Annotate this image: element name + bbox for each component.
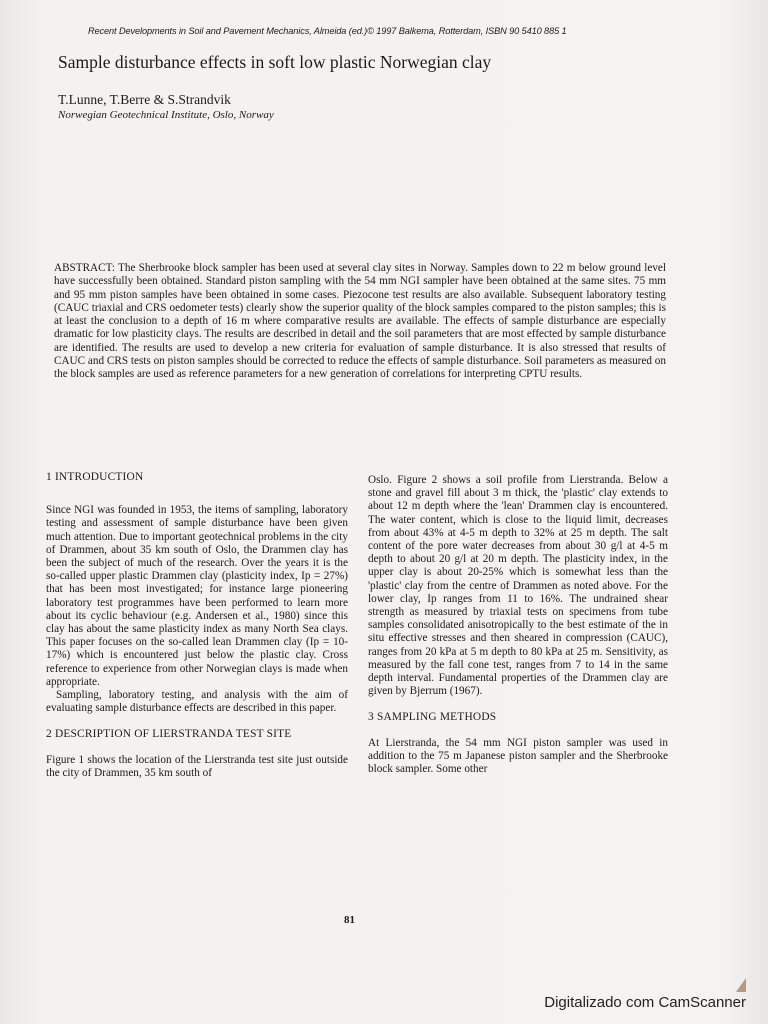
sampling-paragraph-1: At Lierstranda, the 54 mm NGI piston sampler was used in addition to the 75 m Japanese piston sampler and the Sherbrooke block sampler. Some other xyxy=(368,736,668,776)
section-heading-introduction: 1 INTRODUCTION xyxy=(46,471,144,483)
intro-paragraph-2: Sampling, laboratory testing, and analysis with the aim of evaluating sample disturbance effects are described in this paper. xyxy=(46,689,348,715)
site-paragraph-1: Figure 1 shows the location of the Lierstranda test site just outside the city of Drammen, 35 km south of xyxy=(46,753,348,779)
citation-header: Recent Developments in Soil and Pavement Mechanics, Almeida (ed.)© 1997 Balkema, Rotterdam, ISBN 90 5410 885 1 xyxy=(88,26,567,36)
scanner-watermark: Digitalizado com CamScanner xyxy=(544,994,746,1011)
section-heading-sampling: 3 SAMPLING METHODS xyxy=(368,711,497,724)
section-heading-site: 2 DESCRIPTION OF LIERSTRANDA TEST SITE xyxy=(46,728,292,741)
site-paragraph-2: Oslo. Figure 2 shows a soil profile from Lierstranda. Below a stone and gravel fill about 3 m thick, the 'plastic' clay extends to about 12 m depth where the 'lean' Drammen clay is encountered. The water content, which is close to the liquid limit, decreases from about 43% at 4-5 m depth to 32% at 25 m depth. The salt content of the pore water decreases from about 30 g/l at 4-5 m depth to about 20 g/l at 20 m depth. The plasticity index, in the upper clay is about 20-25% which is somewhat less than the 'plastic' clay from the centre of Drammen as noted above. For the lower clay, Ip ranges from 11 to 16%. The undrained shear strength as measured by triaxial tests on specimens from tube samples consolidated anisotropically to the best estimate of the in situ effective stresses and then sheared in compression (CAUC), ranges from 20 kPa at 5 m depth to 80 kPa at 25 m. Sensitivity, as measured by the fall cone test, ranges from 7 to 14 in the same depth interval. Fundamental properties of the Drammen clay are given by Bjerrum (1967). xyxy=(368,474,668,698)
authors: T.Lunne, T.Berre & S.Strandvik xyxy=(58,92,231,107)
abstract: ABSTRACT: The Sherbrooke block sampler has been used at several clay sites in Norway. Samples down to 22 m below ground level have successfully been obtained. Standard piston sampling with the 54 mm NGI sampler have been obtained at the same sites. 75 mm and 95 mm piston samples have been obtained in some cases. Piezocone test results are also available. Subsequent laboratory testing (CAUC triaxial and CRS oedometer tests) clearly show the superior quality of the block samples compared to the piston samples; this is at least the conclusion to a depth of 16 m where comparative results are available. The effects of sample disturbance are especially dramatic for low plasticity clays. The results are described in detail and the soil parameters that are most effected by sample disturbance are identified. The results are used to develop a new criteria for evaluation of sample disturbance. It is also stressed that results of CAUC and CRS tests on piston samples should be corrected to reduce the effects of sample disturbance. Soil parameters as measured on the block samples are used as reference parameters for a new generation of correlations for interpreting CPTU results. xyxy=(54,262,666,381)
paper-title: Sample disturbance effects in soft low plastic Norwegian clay xyxy=(58,52,492,72)
page-number: 81 xyxy=(344,914,355,926)
left-column xyxy=(46,471,348,780)
affiliation: Norwegian Geotechnical Institute, Oslo, Norway xyxy=(58,109,274,121)
right-column xyxy=(368,474,668,776)
page-corner-fold xyxy=(736,978,746,992)
intro-paragraph-1: Since NGI was founded in 1953, the items of sampling, laboratory testing and assessment of sample disturbance have been given much attention. Due to important geotechnical problems in the city of Drammen, about 35 km south of Oslo, the Drammen clay has been the subject of much of the research. Over the years it is the so-called upper plastic Drammen clay (plasticity index, Ip = 27%) that has been most investigated; for instance large pioneering laboratory test programmes have been performed to learn more about its cyclic behaviour (e.g. Andersen et al., 1980) since this clay has about the same plasticity index as many North Sea clays. This paper focuses on the so-called lean Drammen clay (Ip = 10-17%) which is encountered just below the plastic clay. Cross reference to experience from other Norwegian clays is made when appropriate. xyxy=(46,504,348,688)
